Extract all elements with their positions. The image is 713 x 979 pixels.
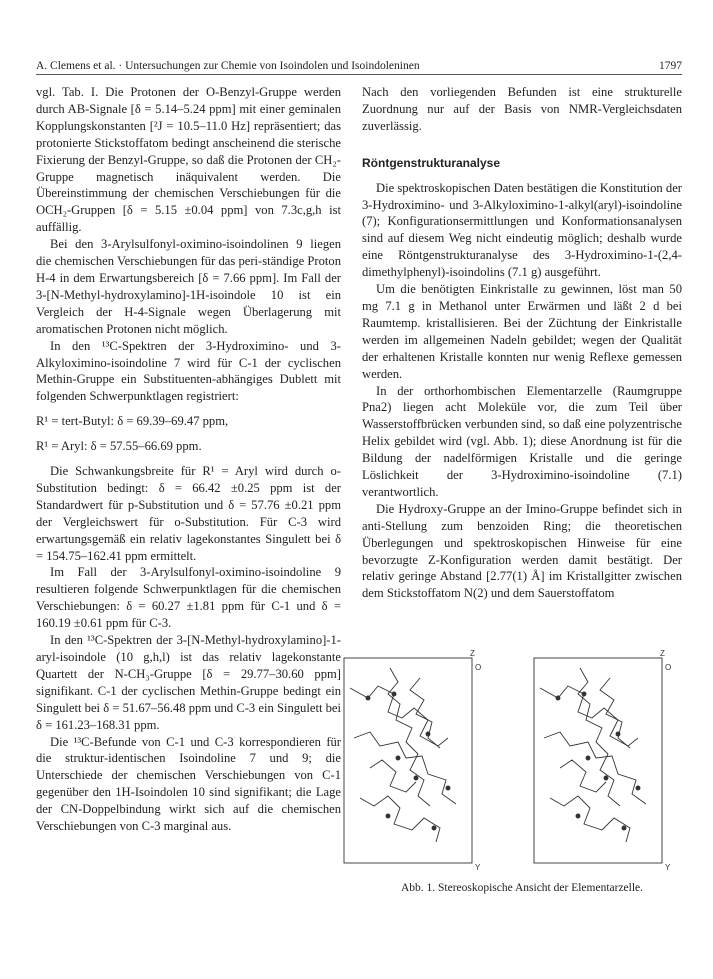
running-header: [36, 60, 682, 75]
axis-label-y: Y: [665, 863, 671, 872]
formula-line: R¹ = Aryl: δ = 57.55–66.69 ppm.: [36, 439, 202, 454]
axis-label-o: O: [665, 663, 672, 672]
paragraph: In den ¹³C-Spektren der 3-Hydroximino- und 3-Alkyloximino-isoindoline 7 wird für C-1 der cyclischen Methin-Gruppe ein Substituenten-abhängiges Dublett mit folgenden Schwerpunktlagen registriert:: [36, 338, 341, 404]
axis-label-z: Z: [660, 649, 665, 658]
paragraph: Die spektroskopischen Daten bestätigen die Konstitution der 3-Hydroximino- und 3-Alkyloximino-1-alkyl(aryl)-isoindoline (7); Konfigurationsermittlungen und Konformationsanalysen sind auf diesem Weg nicht eindeutig möglich; deshalb wurde eine Röntgenstrukturanalyse des 3-Hydroximino-1-(2,4-dimethylphenyl)-isoindolins (7.1 g) ausgeführt.: [362, 180, 682, 280]
formula-line: R¹ = tert-Butyl: δ = 69.39–69.47 ppm,: [36, 414, 229, 429]
stereo-right-panel: [534, 658, 662, 863]
paragraph: Die Hydroxy-Gruppe an der Imino-Gruppe befindet sich in anti-Stellung zum benzoiden Ring; die theoretischen Überlegungen und spektroskopischen Hinweise für eine bevorzugte Z-Konfiguration werden damit bestätigt. Der relativ geringe Abstand [2.77(1) Å] im Kristallgitter zwischen dem Stickstoffatom N(2) und dem Sauerstoffatom: [362, 501, 682, 601]
paragraph: vgl. Tab. I. Die Protonen der O-Benzyl-Gruppe werden durch AB-Signale [δ = 5.14–5.24 ppm] mit einer geminalen Kopplungskonstanten [²J = 10.5–11.0 Hz] repräsentiert; das protonierte Stickstoffatom bedingt anscheinend die sterische Fixierung der Benzyl-Gruppe, so daß die Protonen der CH₂-Gruppe magnetisch inäquivalent werden. Die Übereinstimmung der chemischen Verschiebungen für die OCH₂-Gruppen [δ = 5.15 ±0.04 ppm] von 7.3c,g,h ist auffällig.: [36, 85, 341, 235]
paragraph: Die Schwankungsbreite für R¹ = Aryl wird durch o-Substitution bedingt: δ = 66.42 ±0.25 ppm ist der Standardwert für p-Substitution und δ = 57.76 ±0.21 ppm der Vergleichswert für o-Substitution. Für C-3 wird erwartungsgemäß ein relativ lagekonstantes Singulett bei δ = 154.75–162.41 ppm ermittelt.: [36, 464, 341, 563]
paragraph: Im Fall der 3-Arylsulfonyl-oximino-isoindoline 9 resultieren folgende Schwerpunktlagen für die chemischen Verschiebungen: δ = 60.27 ±1.81 ppm für C-1 und δ = 160.19 ±0.61 ppm für C-3.: [36, 565, 341, 631]
paragraph: Bei den 3-Arylsulfonyl-oximino-isoindolinen 9 liegen die chemischen Verschiebungen für das peri-ständige Proton H-4 in dem Erwartungsbereich [δ = 7.66 ppm]. Im Fall der 3-[N-Methyl-hydroxylamino]-1H-isoindole 10 ist ein Vergleich der H-4-Signale wegen Überlagerung mit aromatischen Protonen nicht möglich.: [36, 237, 341, 336]
paragraph: Um die benötigten Einkristalle zu gewinnen, löst man 50 mg 7.1 g in Methanol unter Erwärmen und läßt 2 d bei Raumtemp. kristallisieren. Bei der Züchtung der Einkristalle werden im allgemeinen Nadeln gebildet; wegen der Qualität der erhaltenen Kristalle konnten nur wenig Reflexe gemessen werden.: [362, 282, 682, 381]
axis-label-o: O: [475, 663, 482, 672]
unit-cell-stereo-image: [330, 648, 680, 873]
running-title: A. Clemens et al. · Untersuchungen zur Chemie von Isoindolen und Isoindoleninen: [36, 60, 420, 72]
paragraph: In der orthorhombischen Elementarzelle (Raumgruppe Pna2) liegen acht Moleküle vor, die zum Teil über Wasserstoffbrücken verbunden sind, so daß eine polyzentrische Helix gebildet wird (vgl. Abb. 1); diese Anordnung ist für die Bildung der nadelförmigen Kristalle und die geringe Löslichkeit der 3-Hydroximino-isoindoline (7.1) verantwortlich.: [362, 383, 682, 499]
stereo-left-panel: [344, 658, 472, 863]
paragraph: Die ¹³C-Befunde von C-1 und C-3 korrespondieren für die struktur-identischen Isoindoline 7 und 9; die Unterschiede der chemischen Verschiebungen von C-1 gegenüber den 1H-Isoindolen 10 sind signifikant; die Lage der CN-Doppelbindung wirkt sich auf die chemischen Verschiebungen von C-3 marginal aus.: [36, 734, 341, 834]
paragraph: Nach den vorliegenden Befunden ist eine strukturelle Zuordnung nur auf der Basis von NMR-Vergleichsdaten zuverlässig.: [362, 85, 682, 133]
left-column: [36, 84, 341, 835]
figure-caption: Abb. 1. Stereoskopische Ansicht der Elementarzelle.: [400, 882, 644, 894]
axis-label-z: Z: [470, 649, 475, 658]
right-column: [362, 84, 682, 602]
paragraph: In den ¹³C-Spektren der 3-[N-Methyl-hydroxylamino]-1-aryl-isoindole (10 g,h,l) ist das relativ lagekonstante Quartett der N-CH₃-Gruppe [δ = 29.77–30.60 ppm] signifikant. C-1 der cyclischen Methin-Gruppe bedingt ein Singulett bei δ = 51.67–56.48 ppm und C-3 ein Singulett bei δ = 161.23–168.31 ppm.: [36, 633, 341, 732]
axis-label-y: Y: [475, 863, 481, 872]
stereo-figure: [330, 648, 680, 873]
section-title: Röntgenstrukturanalyse: [362, 155, 501, 170]
page-number: 1797: [659, 60, 682, 72]
